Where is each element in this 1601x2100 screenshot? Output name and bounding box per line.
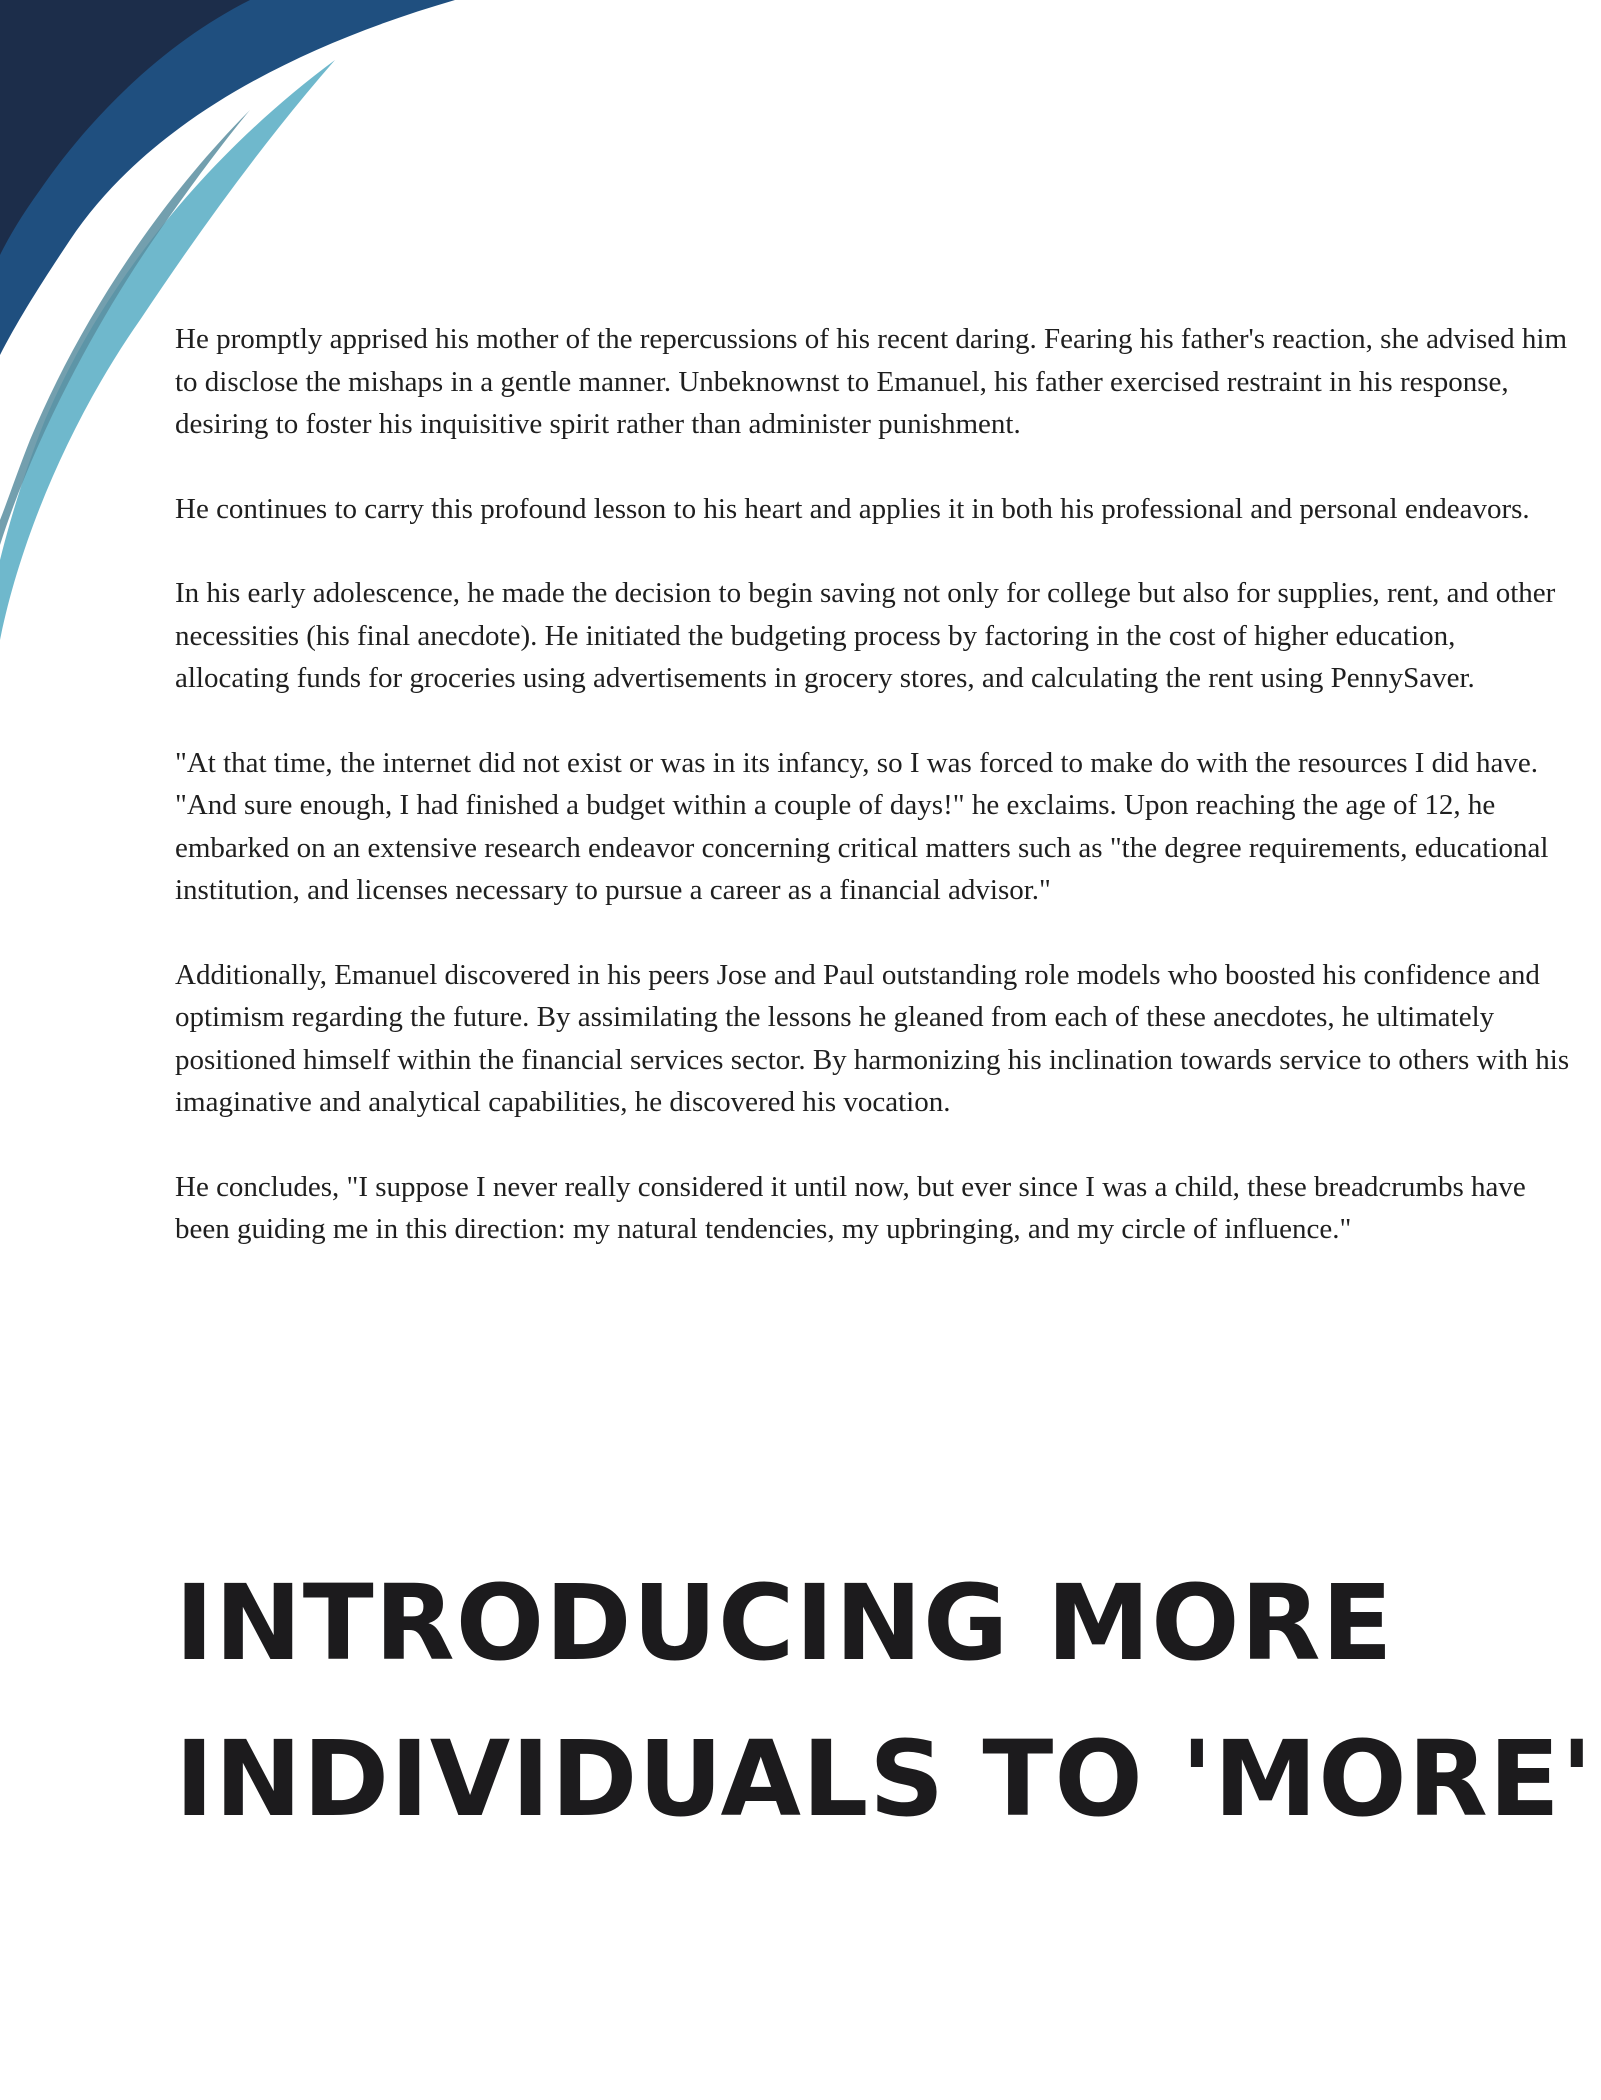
article-paragraph: Additionally, Emanuel discovered in his peers Jose and Paul outstanding role models who boosted his confidence and optimism regarding the future. By assimilating the lessons he gleaned from each of these anecdotes, he ultimately positioned himself within the financial services sector. By harmonizing his inclination towards service to others with his imaginative and analytical capabilities, he discovered his vocation. xyxy=(175,958,1570,1118)
article-paragraph: In his early adolescence, he made the decision to begin saving not only for college but also for supplies, rent, and other necessities (his final anecdote). He initiated the budgeting process by factoring in the cost of higher education, allocating funds for groceries using advertisements in grocery stores, and calculating the rent using PennySaver. xyxy=(175,577,1556,694)
article-paragraph: He continues to carry this profound lesson to his heart and applies it in both his professional and personal endeavors. xyxy=(175,492,1530,525)
section-heading xyxy=(175,1545,1595,1857)
article-paragraph: "At that time, the internet did not exist or was in its infancy, so I was forced to make do with the resources I did have. "And sure enough, I had finished a budget within a couple of days!" he exclaims. Upon reaching the age of 12, he embarked on an extensive research endeavor concerning critical matters such as "the degree requirements, educational institution, and licenses necessary to pursue a career as a financial advisor." xyxy=(175,746,1549,906)
section-heading-line: INTRODUCING MORE xyxy=(175,1562,1394,1684)
section-heading-line: INDIVIDUALS TO 'MORE' xyxy=(175,1718,1594,1840)
article-paragraph: He concludes, "I suppose I never really considered it until now, but ever since I was a child, these breadcrumbs have been guiding me in this direction: my natural tendencies, my upbringing, and my circle of influence." xyxy=(175,1170,1526,1245)
article-paragraph: He promptly apprised his mother of the repercussions of his recent daring. Fearing his father's reaction, she advised him to disclose the mishaps in a gentle manner. Unbeknownst to Emanuel, his father exercised restraint in his response, desiring to foster his inquisitive spirit rather than administer punishment. xyxy=(175,323,1568,440)
article-body xyxy=(175,318,1570,1293)
